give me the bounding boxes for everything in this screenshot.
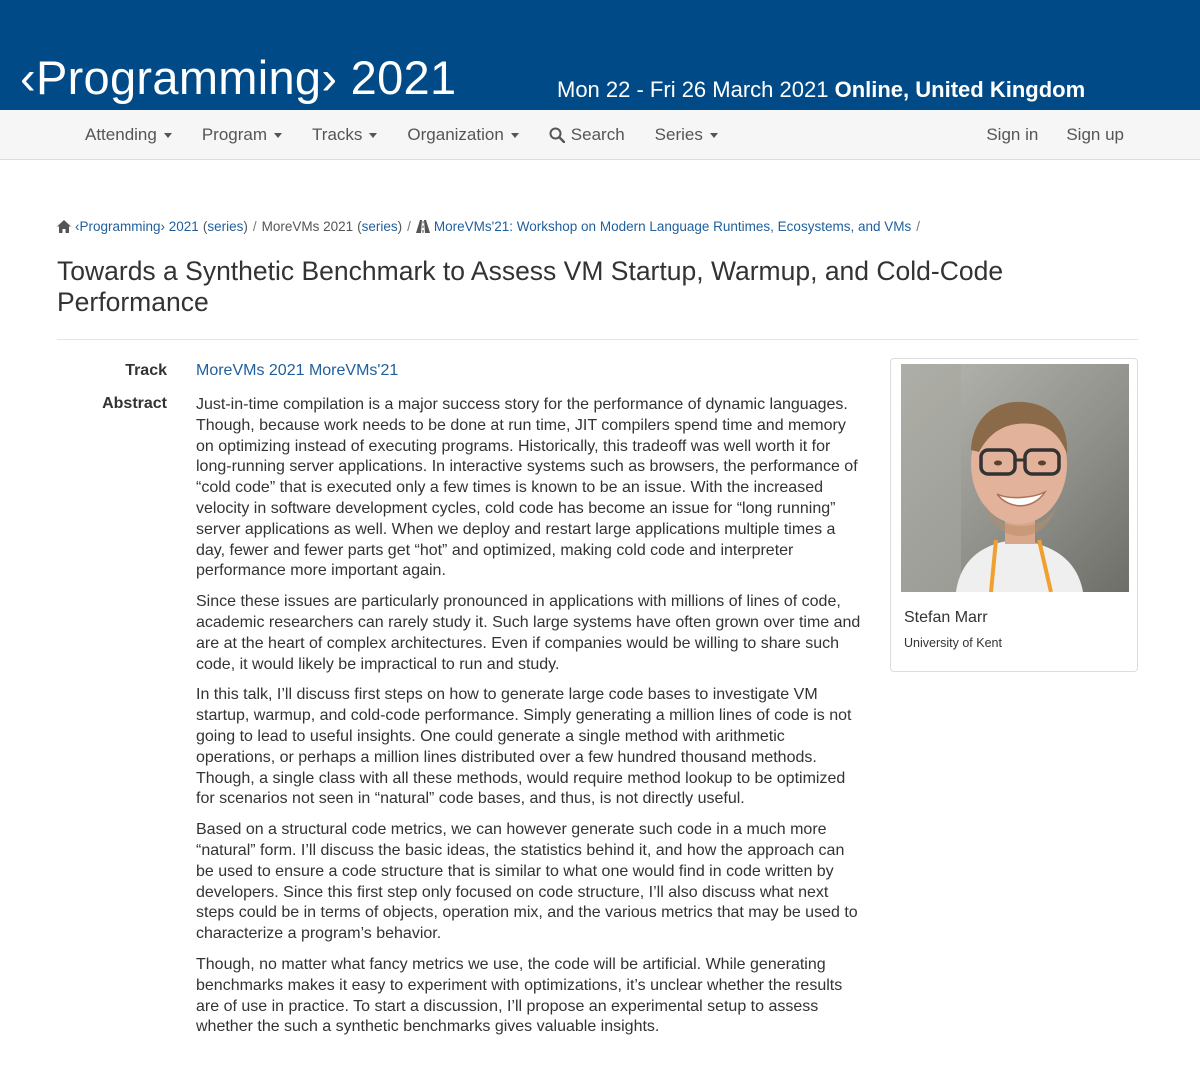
nav-organization[interactable] bbox=[392, 110, 533, 160]
abstract-paragraph: Based on a structural code metrics, we can however generate such code in a much more “natural” form. I’ll discuss the basic ideas, the statistics behind it, and how the approach can be used to ensure a code structure that is similar to what one would find in code written by developers. Since this first step only focused on code structure, I’ll also discuss what next steps could be in terms of objects, operation mix, and the various metrics that may be used to characterize a program’s behavior. bbox=[196, 821, 858, 943]
caret-down-icon bbox=[710, 133, 718, 138]
caret-down-icon bbox=[369, 133, 377, 138]
breadcrumb-paren-close: ) bbox=[243, 219, 248, 234]
nav-attending-label: Attending bbox=[85, 125, 157, 144]
abstract-text bbox=[196, 395, 862, 1048]
site-header bbox=[0, 0, 1200, 110]
speaker-name[interactable]: Stefan Marr bbox=[904, 609, 988, 626]
abstract-paragraph: In this talk, I’ll discuss first steps on how to generate large code bases to investigate VM startup, warmup, and cold-code performance. Simply generating a million lines of code is not going to lead to useful insights. One could generate a single method with arithmetic operations, or perhaps a million lines distributed over a few hundred thousand methods. Though, a single class with all these methods, would require method lookup to be optimized for scenarios not seen in “natural” code bases, and thus, is not directly useful. bbox=[196, 686, 852, 808]
speaker-photo[interactable] bbox=[901, 364, 1129, 592]
track-label: Track bbox=[125, 362, 167, 379]
sign-in-link[interactable]: Sign in bbox=[986, 125, 1039, 144]
page-title: Towards a Synthetic Benchmark to Assess VM Startup, Warmup, and Cold-Code Performance bbox=[57, 256, 1004, 317]
nav-tracks[interactable] bbox=[297, 110, 392, 160]
abstract-paragraph: Just-in-time compilation is a major success story for the performance of dynamic languages. Though, because work needs to be done at run time, JIT compilers spend time and memory on optimizing instead of executing programs. Historically, this tradeoff was well worth it for long-running server applications. In interactive systems such as browsers, the performance of “cold code” that is executed only a few times is known to be an issue. With the increased velocity in software development cycles, cold code has become an issue for “long running” server applications as well. When we deploy and restart large applications multiple times a day, fewer and fewer parts get “hot” and optimized, making cold code and interpreter performance more important again. bbox=[196, 396, 858, 580]
date-range: Mon 22 - Fri 26 March 2021 bbox=[557, 77, 829, 102]
caret-down-icon bbox=[511, 133, 519, 138]
breadcrumb-separator: / bbox=[916, 219, 920, 234]
breadcrumb-series-link[interactable]: series bbox=[207, 219, 244, 234]
breadcrumb bbox=[57, 219, 925, 234]
breadcrumb-track-link[interactable]: MoreVMs'21: Workshop on Modern Language Runtimes, Ecosystems, and VMs bbox=[433, 219, 912, 234]
nav-tracks-label: Tracks bbox=[312, 125, 363, 144]
conference-brand[interactable]: ‹Programming› 2021 bbox=[20, 51, 457, 104]
track-link[interactable]: MoreVMs 2021 MoreVMs'21 bbox=[196, 362, 399, 379]
title-divider bbox=[57, 339, 1138, 340]
sign-up-link[interactable]: Sign up bbox=[1066, 125, 1124, 144]
nav-program[interactable] bbox=[187, 110, 297, 160]
speaker-card[interactable] bbox=[890, 358, 1138, 672]
breadcrumb-workshop: MoreVMs 2021 bbox=[261, 219, 354, 234]
breadcrumb-workshop-series-link[interactable]: series bbox=[361, 219, 398, 234]
speaker-affiliation: University of Kent bbox=[904, 636, 1002, 650]
search-icon bbox=[549, 127, 565, 143]
abstract-label: Abstract bbox=[102, 395, 167, 412]
nav-search[interactable] bbox=[534, 110, 640, 160]
conference-location: Online, United Kingdom bbox=[834, 77, 1086, 102]
nav-search-label: Search bbox=[570, 125, 625, 144]
nav-menu bbox=[70, 110, 733, 160]
nav-program-label: Program bbox=[201, 125, 268, 144]
home-icon[interactable] bbox=[57, 220, 71, 233]
abstract-paragraph: Since these issues are particularly pronounced in applications with millions of lines of code, academic researchers can rarely study it. Such large systems have often grown over time and are at the heart of complex architectures. Even if companies would be willing to share such code, it would likely be impractical to run and study. bbox=[196, 593, 861, 673]
breadcrumb-separator: / bbox=[252, 219, 257, 234]
auth-links bbox=[972, 110, 1138, 160]
breadcrumb-paren-open: ( bbox=[202, 219, 208, 234]
breadcrumb-paren-close: ) bbox=[397, 219, 403, 234]
nav-series-label: Series bbox=[654, 125, 703, 144]
nav-series[interactable] bbox=[640, 110, 733, 160]
abstract-paragraph: Though, no matter what fancy metrics we use, the code will be artificial. While generating benchmarks makes it easy to experiment with optimizations, it’s unclear whether the results are of use in practice. To start a discussion, I’ll propose an experimental setup to assess whether the such a synthetic benchmarks gives valuable insights. bbox=[196, 955, 843, 1036]
main-navbar bbox=[0, 110, 1200, 160]
caret-down-icon bbox=[164, 133, 172, 138]
conference-dates bbox=[557, 76, 1085, 104]
breadcrumb-conference-link[interactable]: ‹Programming› 2021 bbox=[75, 219, 199, 234]
caret-down-icon bbox=[274, 133, 282, 138]
breadcrumb-separator: / bbox=[407, 219, 411, 234]
nav-organization-label: Organization bbox=[407, 125, 504, 144]
road-icon bbox=[416, 220, 430, 233]
nav-attending[interactable] bbox=[70, 110, 187, 160]
breadcrumb-paren-open: ( bbox=[357, 219, 362, 234]
